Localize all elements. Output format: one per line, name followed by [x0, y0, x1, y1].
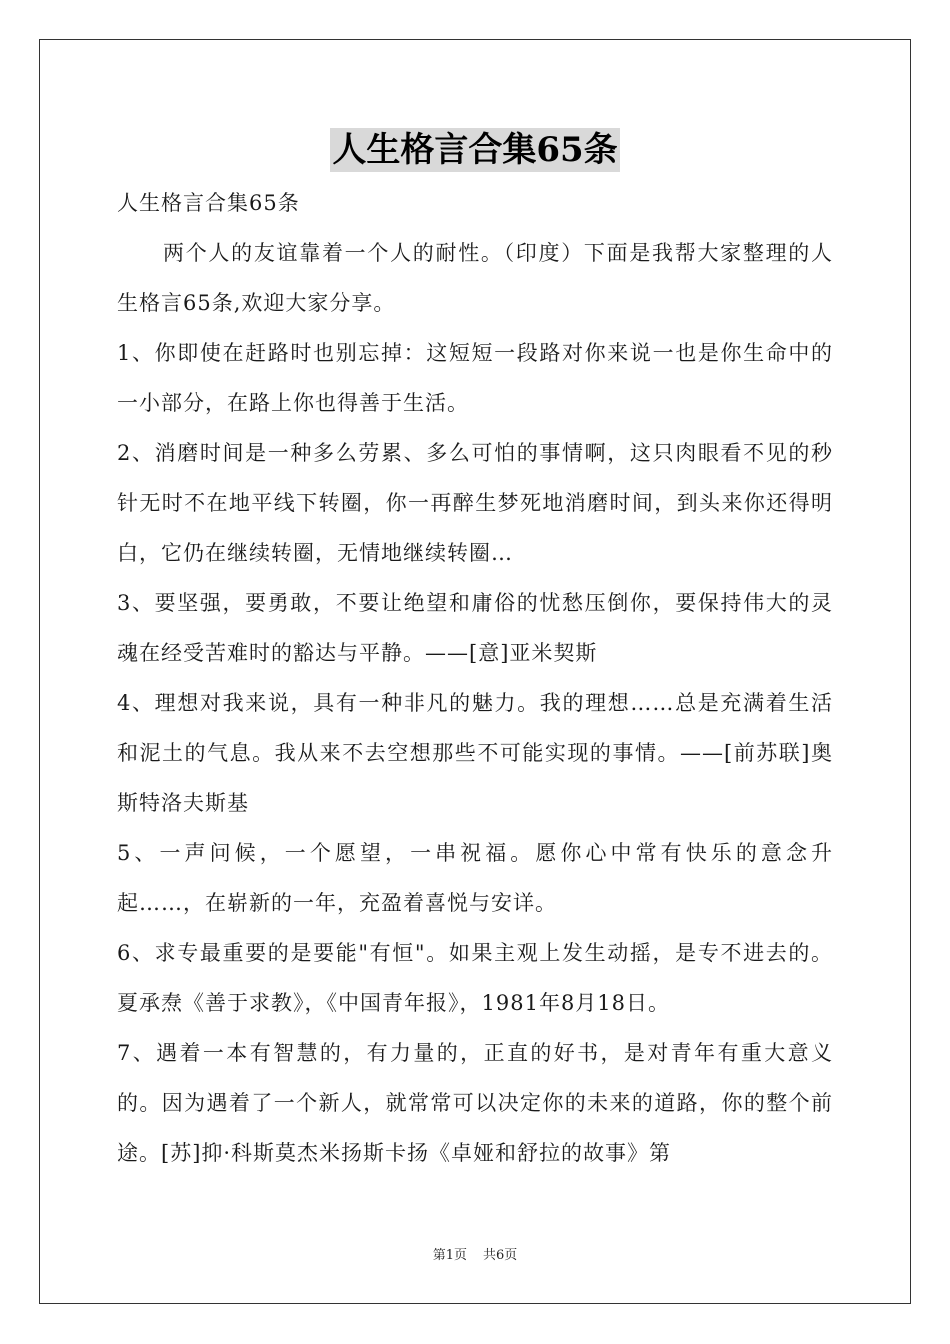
list-item: 1、你即使在赶路时也别忘掉：这短短一段路对你来说一也是你生命中的一小部分，在路上你也得善于生活。: [117, 341, 833, 415]
list-item: 7、遇着一本有智慧的，有力量的，正直的好书，是对青年有重大意义的。因为遇着了一个新人，就常常可以决定你的未来的道路，你的整个前途。[苏]抑·科斯莫杰米扬斯卡扬《卓娅和舒拉的故事》第: [117, 1041, 833, 1165]
list-item: 5、一声问候，一个愿望，一串祝福。愿你心中常有快乐的意念升起……，在崭新的一年，充盈着喜悦与安详。: [117, 841, 833, 915]
document-body: [117, 178, 833, 1178]
subtitle: 人生格言合集65条: [117, 191, 300, 215]
page-number: 第1页: [432, 1248, 467, 1263]
list-item: 2、消磨时间是一种多么劳累、多么可怕的事情啊，这只肉眼看不见的秒针无时不在地平线下转圈，你一再醉生梦死地消磨时间，到头来你还得明白，它仍在继续转圈，无情地继续转圈…: [117, 441, 833, 565]
page-total: 共6页: [483, 1248, 518, 1263]
intro-paragraph: 两个人的友谊靠着一个人的耐性。（印度）下面是我帮大家整理的人生格言65条,欢迎大家分享。: [117, 241, 833, 315]
page-title: 人生格言合集65条: [332, 130, 618, 170]
list-item: 6、求专最重要的是要能"有恒"。如果主观上发生动摇，是专不进去的。夏承焘《善于求教》，《中国青年报》，1981年8月18日。: [117, 941, 833, 1015]
title-area: [0, 128, 950, 172]
list-item: 3、要坚强，要勇敢，不要让绝望和庸俗的忧愁压倒你，要保持伟大的灵魂在经受苦难时的豁达与平静。——[意]亚米契斯: [117, 591, 833, 665]
page-footer: [0, 1247, 950, 1265]
list-item: 4、理想对我来说，具有一种非凡的魅力。我的理想……总是充满着生活和泥土的气息。我从来不去空想那些不可能实现的事情。——[前苏联]奥斯特洛夫斯基: [117, 691, 833, 815]
